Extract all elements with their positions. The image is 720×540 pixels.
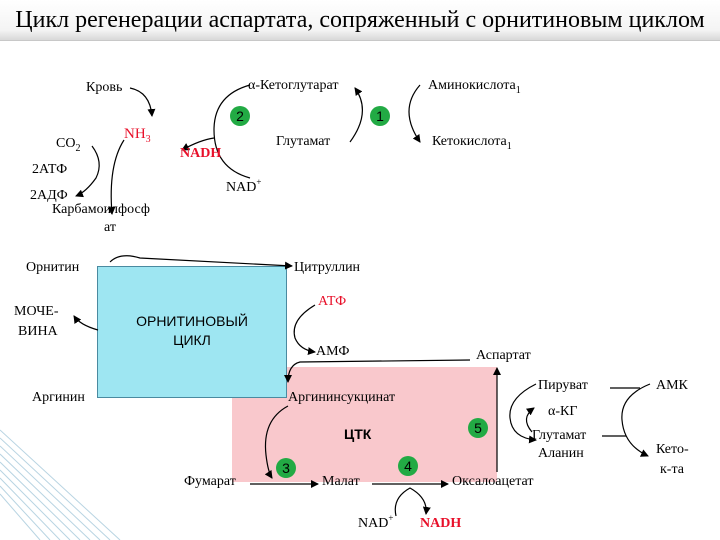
oxaloacetate-label: Оксалоацетат bbox=[452, 474, 534, 489]
step-4-marker: 4 bbox=[398, 456, 418, 476]
alpha-kg-short-label: α-КГ bbox=[548, 404, 578, 419]
ornithine-to-citrulline-arrow bbox=[110, 256, 292, 266]
page-title: Цикл регенерации аспартата, сопряженный с орнитиновым циклом bbox=[0, 0, 720, 41]
alanine-label: Аланин bbox=[538, 446, 584, 461]
step2-curve bbox=[214, 85, 250, 178]
argininosuccinate-label: Аргининсукцинат bbox=[288, 390, 396, 405]
nadh-label: NADH bbox=[180, 146, 222, 161]
amino-acid-label bbox=[428, 78, 521, 95]
aspartate-to-argininosuccinate-arrow bbox=[288, 360, 470, 382]
urea-label-line2: ВИНА bbox=[18, 324, 58, 339]
amk-label: АМК bbox=[656, 378, 688, 393]
amp-label: АМФ bbox=[316, 344, 350, 359]
nad-text: NAD bbox=[226, 180, 257, 195]
urea-arrow bbox=[74, 316, 98, 330]
arginine-label: Аргинин bbox=[32, 390, 85, 405]
tca-nadh-label: NADH bbox=[420, 516, 462, 531]
blood-label: Кровь bbox=[86, 80, 123, 95]
nad-superscript: + bbox=[256, 177, 262, 187]
carbamoyl-label-tail: ат bbox=[104, 220, 116, 235]
cycle-title-line1: ОРНИТИНОВЫЙ bbox=[136, 313, 248, 329]
step1-curve-right bbox=[409, 85, 420, 142]
nh3-subscript: 3 bbox=[145, 134, 151, 145]
tca-nad-label bbox=[358, 513, 394, 532]
ornithine-cycle-title bbox=[97, 312, 287, 350]
step-1-marker: 1 bbox=[370, 106, 390, 126]
step1-curve-left bbox=[350, 88, 362, 142]
amino-acid-text: Аминокислота bbox=[428, 78, 516, 93]
malate-label: Малат bbox=[322, 474, 360, 489]
urea-label-line1: МОЧЕ- bbox=[14, 304, 59, 319]
keto-acid-label bbox=[432, 134, 512, 151]
tca-nad-superscript: + bbox=[388, 513, 394, 523]
tca-label: ЦТК bbox=[344, 426, 372, 442]
nh3-label bbox=[124, 126, 151, 144]
glutamate-label: Глутамат bbox=[276, 134, 331, 149]
tca-nad-text: NAD bbox=[358, 516, 389, 531]
adp2-label: 2АДФ bbox=[30, 188, 68, 203]
glutamate-short-label: Глутамат bbox=[532, 428, 587, 443]
ornithine-label: Орнитин bbox=[26, 260, 80, 275]
atp-amp-arrow bbox=[294, 305, 315, 352]
nad-label bbox=[226, 177, 262, 196]
step-2-marker: 2 bbox=[230, 106, 250, 126]
aspartate-label: Аспартат bbox=[476, 348, 531, 363]
keto-acid-text: Кетокислота bbox=[432, 134, 507, 149]
co2-text: CO bbox=[56, 136, 76, 151]
citrulline-label: Цитруллин bbox=[294, 260, 361, 275]
atp-label: АТФ bbox=[318, 294, 347, 309]
amk-to-keto-arrow bbox=[622, 384, 650, 456]
nad-nadh-arrow bbox=[395, 488, 426, 516]
keto-acid-short-line1: Кето- bbox=[656, 442, 689, 457]
keto-acid-subscript: 1 bbox=[506, 141, 512, 152]
amino-acid-subscript: 1 bbox=[515, 85, 521, 96]
keto-acid-short-line2: к-та bbox=[660, 462, 684, 477]
atp2-label: 2АТФ bbox=[32, 162, 68, 177]
nh3-text: NH bbox=[124, 126, 146, 142]
fumarate-label: Фумарат bbox=[184, 474, 236, 489]
blood-to-nh3-arrow bbox=[130, 88, 152, 116]
cycle-title-line2: ЦИКЛ bbox=[173, 332, 211, 348]
co2-label bbox=[56, 136, 80, 153]
step-3-marker: 3 bbox=[276, 458, 296, 478]
alpha-kg-label: α-Кетоглутарат bbox=[248, 78, 339, 93]
co2-subscript: 2 bbox=[75, 143, 81, 154]
step-5-marker: 5 bbox=[468, 418, 488, 438]
carbamoyl-label: Карбамоилфосф bbox=[52, 202, 150, 217]
pyruvate-label: Пируват bbox=[538, 378, 588, 393]
